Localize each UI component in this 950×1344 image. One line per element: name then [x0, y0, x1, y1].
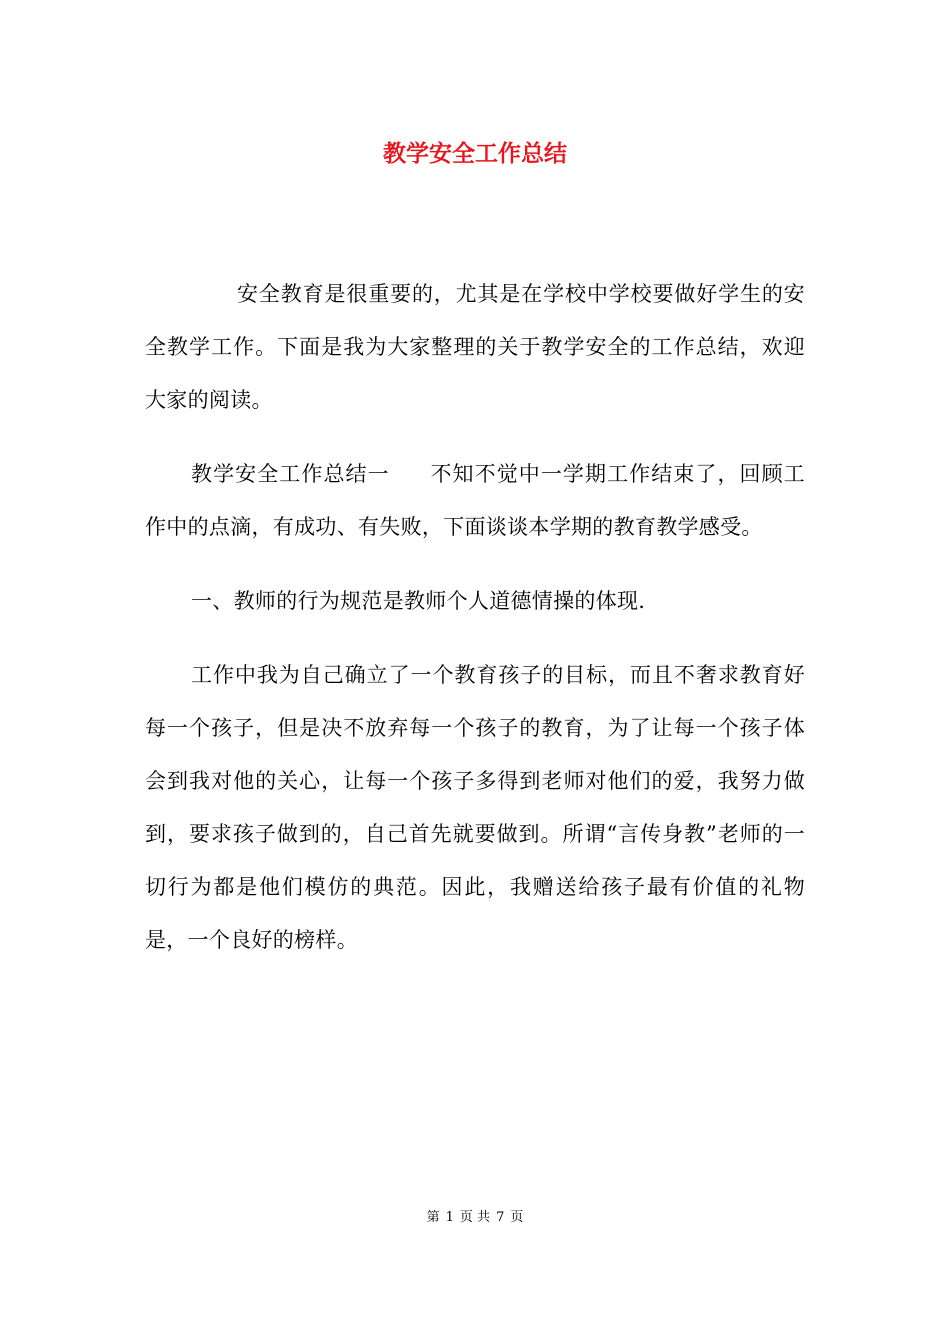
point-one-paragraph: 工作中我为自己确立了一个教育孩子的目标，而且不奢求教育好每一个孩子，但是决不放弃每一个孩子的教育，为了让每一个孩子体会到我对他的关心，让每一个孩子多得到老师对他们的爱，我努力做到，要求孩子做到的，自己首先就要做到。所谓“言传身教”老师的一切行为都是他们模仿的典范。因此，我赠送给孩子最有价值的礼物是，一个良好的榜样。: [145, 663, 805, 952]
page-footer: [0, 1206, 950, 1230]
document-title: 教学安全工作总结: [383, 140, 567, 167]
document-body: [145, 268, 805, 967]
intro-paragraph: 安全教育是很重要的，尤其是在学校中学校要做好学生的安全教学工作。下面是我为大家整理的关于教学安全的工作总结，欢迎大家的阅读。: [145, 282, 805, 412]
section-heading: 教学安全工作总结一: [191, 462, 390, 486]
section-one-text: 不知不觉中一学期工作结束了，回顾工作中的点滴，有成功、有失败，下面谈谈本学期的教育教学感受。: [145, 462, 805, 539]
footer-total-pages: 7: [496, 1210, 505, 1225]
section-one-paragraph: [145, 448, 805, 554]
footer-middle: 页 共: [459, 1210, 491, 1225]
footer-suffix: 页: [510, 1210, 524, 1225]
footer-prefix: 第: [426, 1210, 440, 1225]
footer-page-number: 1: [445, 1210, 454, 1225]
point-one-heading: 一、教师的行为规范是教师个人道德情操的体现.: [191, 589, 646, 613]
